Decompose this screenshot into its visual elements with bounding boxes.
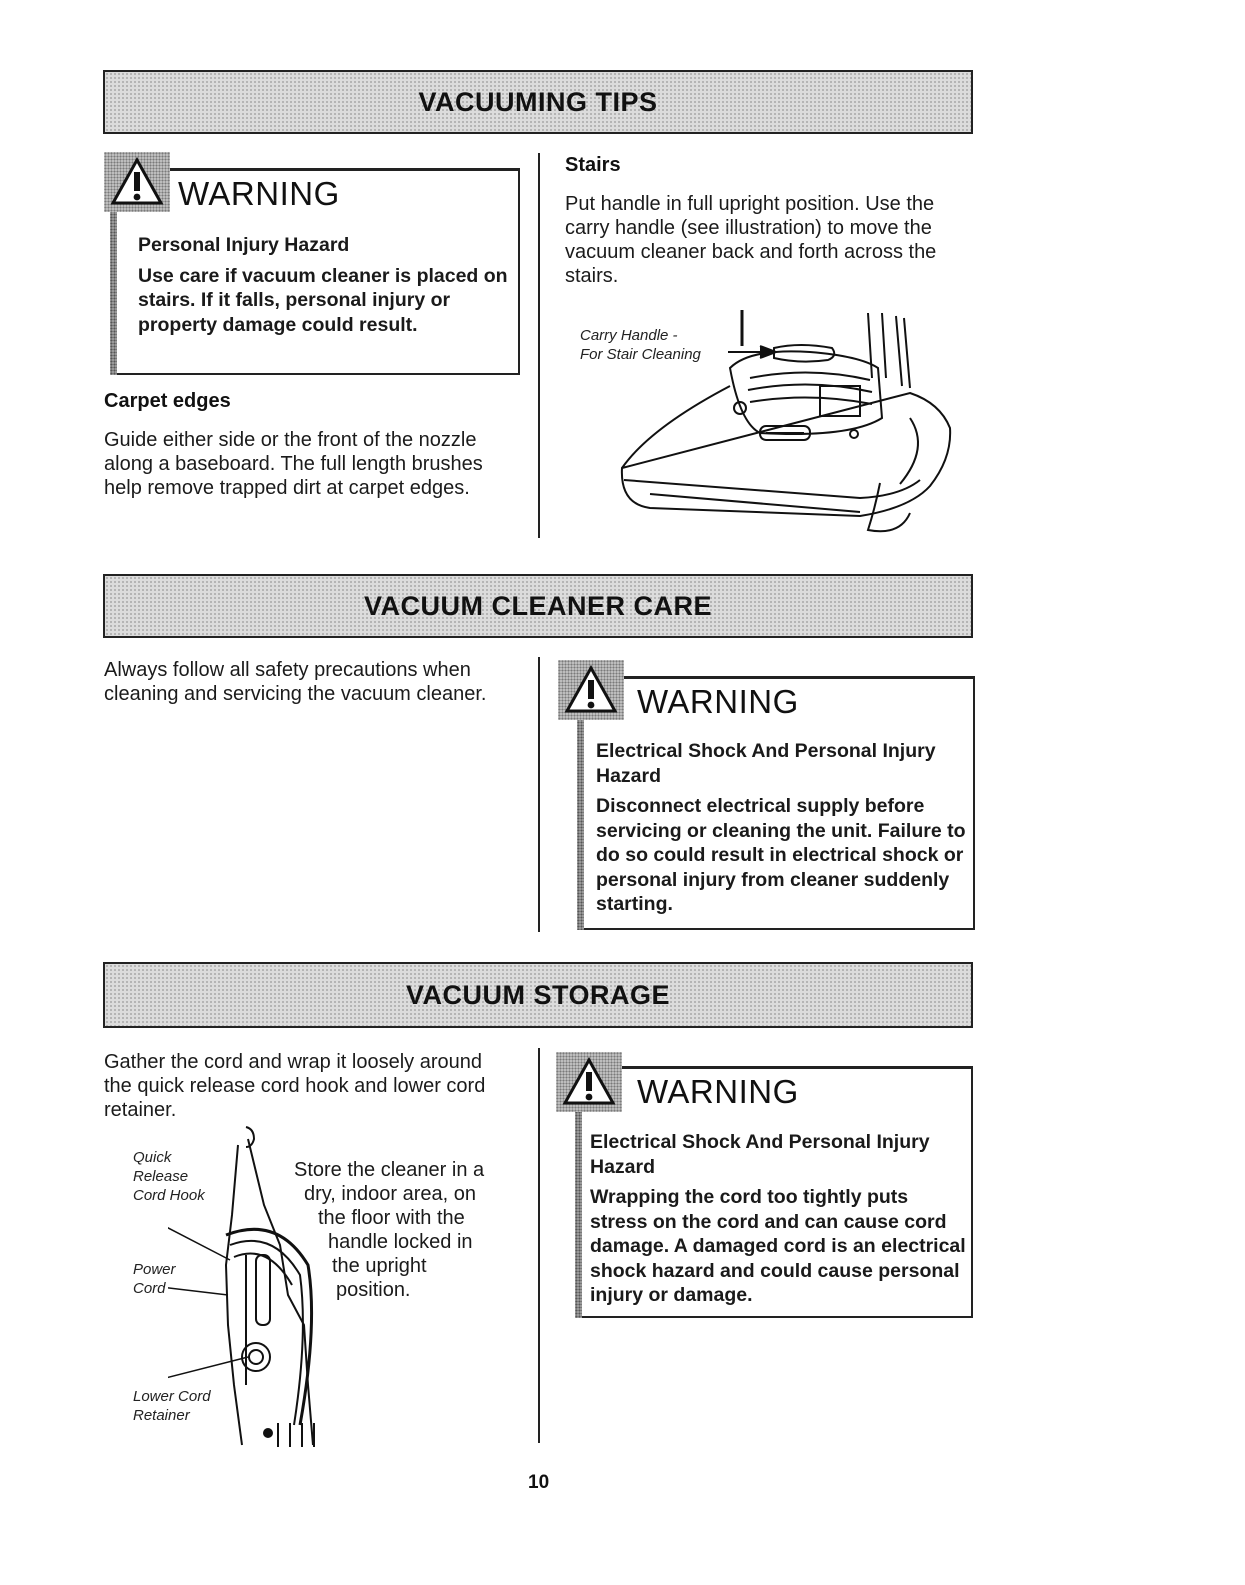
warning-hazard: Electrical Shock And Personal Injury Hazard (596, 740, 936, 787)
care-intro-text: Always follow all safety precautions when cleaning and servicing the vacuum cleaner. (104, 659, 487, 705)
vacuum-storage-title: VACUUM STORAGE (405, 979, 670, 1010)
warning-body (590, 1130, 968, 1314)
warning-hazard: Personal Injury Hazard (138, 234, 350, 256)
warning-body (596, 739, 968, 923)
warning-title: WARNING (637, 1073, 799, 1110)
warning-text: Wrapping the cord too tightly puts stress on the cord and can cause cord damage. A damaged cord is an electrical shock hazard and could cause personal injury or damage. (590, 1186, 966, 1306)
vacuum-nozzle-illustration (610, 308, 960, 543)
vacuum-cleaner-care-banner (103, 574, 973, 638)
carpet-edges-heading: Carpet edges (104, 390, 231, 412)
warning-hazard: Electrical Shock And Personal Injury Hazard (590, 1131, 930, 1178)
warning-icon (558, 660, 624, 720)
carpet-edges-text: Guide either side or the front of the nozzle along a baseboard. The full length brushes help remove trapped dirt at carpet edges. (104, 429, 483, 499)
stairs-heading: Stairs (565, 154, 621, 176)
carry-handle-label: Carry Handle - For Stair Cleaning (580, 327, 701, 363)
storage-intro-text: Gather the cord and wrap it loosely around the quick release cord hook and lower cord retainer. (104, 1051, 486, 1121)
column-divider (538, 657, 540, 932)
lower-cord-retainer-label: Lower Cord Retainer (133, 1388, 211, 1424)
warning-icon (104, 152, 170, 212)
vacuuming-tips-banner (103, 70, 973, 134)
warning-title: WARNING (178, 175, 340, 212)
warning-title: WARNING (637, 683, 799, 720)
warning-body (138, 233, 510, 343)
warning-icon (556, 1052, 622, 1112)
column-divider (538, 1048, 540, 1443)
quick-release-cord-hook-label: Quick Release Cord Hook (133, 1149, 205, 1204)
vacuuming-tips-title: VACUUMING TIPS (418, 86, 658, 117)
page-number: 10 (528, 1472, 550, 1493)
warning-text: Use care if vacuum cleaner is placed on stairs. If it falls, personal injury or property damage could result. (138, 264, 508, 336)
store-text: Store the cleaner in a dry, indoor area, on the floor with the handle locked in the upright position. (294, 1159, 485, 1301)
warning-text: Disconnect electrical supply before servicing or cleaning the unit. Failure to do so could result in electrical shock or personal injury from cleaner suddenly starting. (596, 795, 966, 915)
power-cord-label: Power Cord (133, 1261, 176, 1297)
vacuum-cleaner-care-title: VACUUM CLEANER CARE (363, 590, 712, 621)
vacuum-storage-banner (103, 962, 973, 1028)
column-divider (538, 153, 540, 538)
stairs-text: Put handle in full upright position. Use the carry handle (see illustration) to move the vacuum cleaner back and forth across the stairs. (565, 193, 937, 287)
